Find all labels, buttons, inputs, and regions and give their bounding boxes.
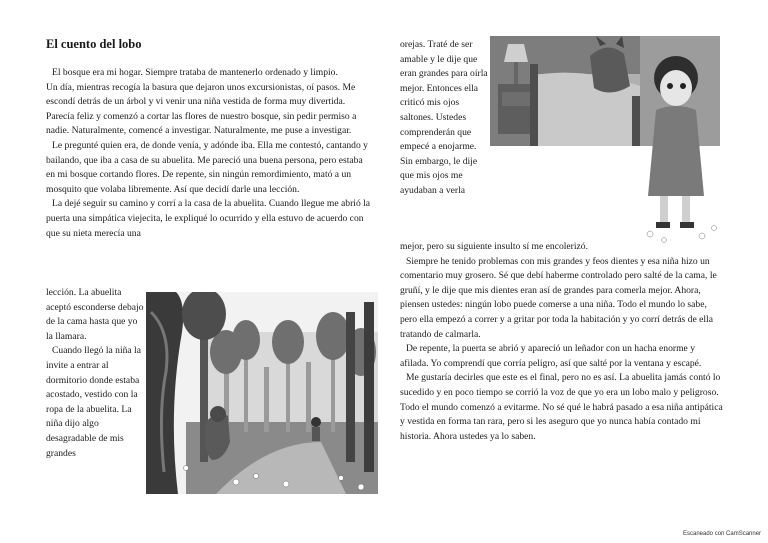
paragraph: Cuando llegó la niña la invite a entrar al dormitorio donde estaba acostado, vestido con la ropa de la abuelita. La niña dijo algo desagradable de mis grandes (46, 345, 141, 459)
left-narrow-text (46, 286, 146, 461)
paragraph: orejas. Traté de ser amable y le dije que eran grandes para oírla mejor. Entonces ella criticó mis ojos saltones. Ustedes comprenderán que empecé a enojarme. Sin embargo, le dije que mis ojos me ayudaban a verla (400, 39, 488, 196)
paragraph: El bosque era mi hogar. Siempre trataba de mantenerlo ordenado y limpio. (52, 67, 338, 78)
paragraph: La dejé seguir su camino y corrí a la casa de la abuelita. Cuando llegue me abrió la puerta una simpática viejecita, le expliqué lo ocurrido y ella estuvo de acuerdo con que su nieta merecía una (46, 198, 371, 239)
paragraph: Siempre he tenido problemas con mis grandes y feos dientes y esa niña hizo un comentario muy grosero. Sé que debí haberme controlado pero salté de la cama, le gruñí, y le dije que mis dientes eran así de grandes para comerla mejor. Ahora, piensen ustedes: ningún lobo puede comerse a una niña. Todo el mundo lo sabe, pero ella empezó a correr y a gritar por toda la habitación y yo corrí detrás de ella tratando de calmarla. (400, 255, 717, 340)
paragraph: De repente, la puerta se abrió y apareció un leñador con un hacha enorme y afilada. Yo comprendí que corría peligro, así que salté por la ventana y escapé. (400, 343, 702, 369)
scanner-watermark: Escaneado con CamScanner (683, 531, 762, 537)
paragraph: Le pregunté quien era, de donde venía, y adónde iba. Ella me contestó, cantando y bailando, que iba a casa de su abuelita. Me pareció una buena persona, pero estaba en mi bosque cortando flores. De repente, sin ningún remordimiento, mató a un mosquito que volaba libremente. Así que decidí darle una lección. (46, 139, 368, 195)
paragraph: Un día, mientras recogía la basura que dejaron unos excursionistas, oí pasos. Me escondí detrás de un árbol y vi venir una niña vestida de forma muy divertida. Parecía feliz y comenzó a cortar las flores de nuestro bosque, sin pedir permiso a nadie. Naturalmente, comencé a investigar. Naturalmente, me puse a investigar. (46, 81, 357, 137)
paragraph: Me gustaría decirles que este es el final, pero no es así. La abuelita jamás contó lo sucedido y en poco tiempo se corrió la voz de que yo era un lobo malo y peligroso. Todo el mundo comenzó a evitarme. No sé qué le habrá pasado a esa niña antipática y vestida en forma tan rara, pero si les aseguro que yo nunca había contado mi historia. Ahora ustedes ya lo saben. (400, 372, 723, 442)
right-narrow-text (400, 38, 490, 199)
story-title: El cuento del lobo (46, 37, 142, 51)
forest-illustration (146, 292, 378, 494)
paragraph: lección. La abuelita aceptó esconderse debajo de la cama hasta que yo la llamara. (46, 287, 144, 342)
right-column-text (400, 240, 724, 444)
left-column-text (46, 66, 374, 241)
bedroom-illustration (490, 36, 720, 248)
paragraph: mejor, pero su siguiente insulto sí me encolerizó. (400, 241, 588, 252)
